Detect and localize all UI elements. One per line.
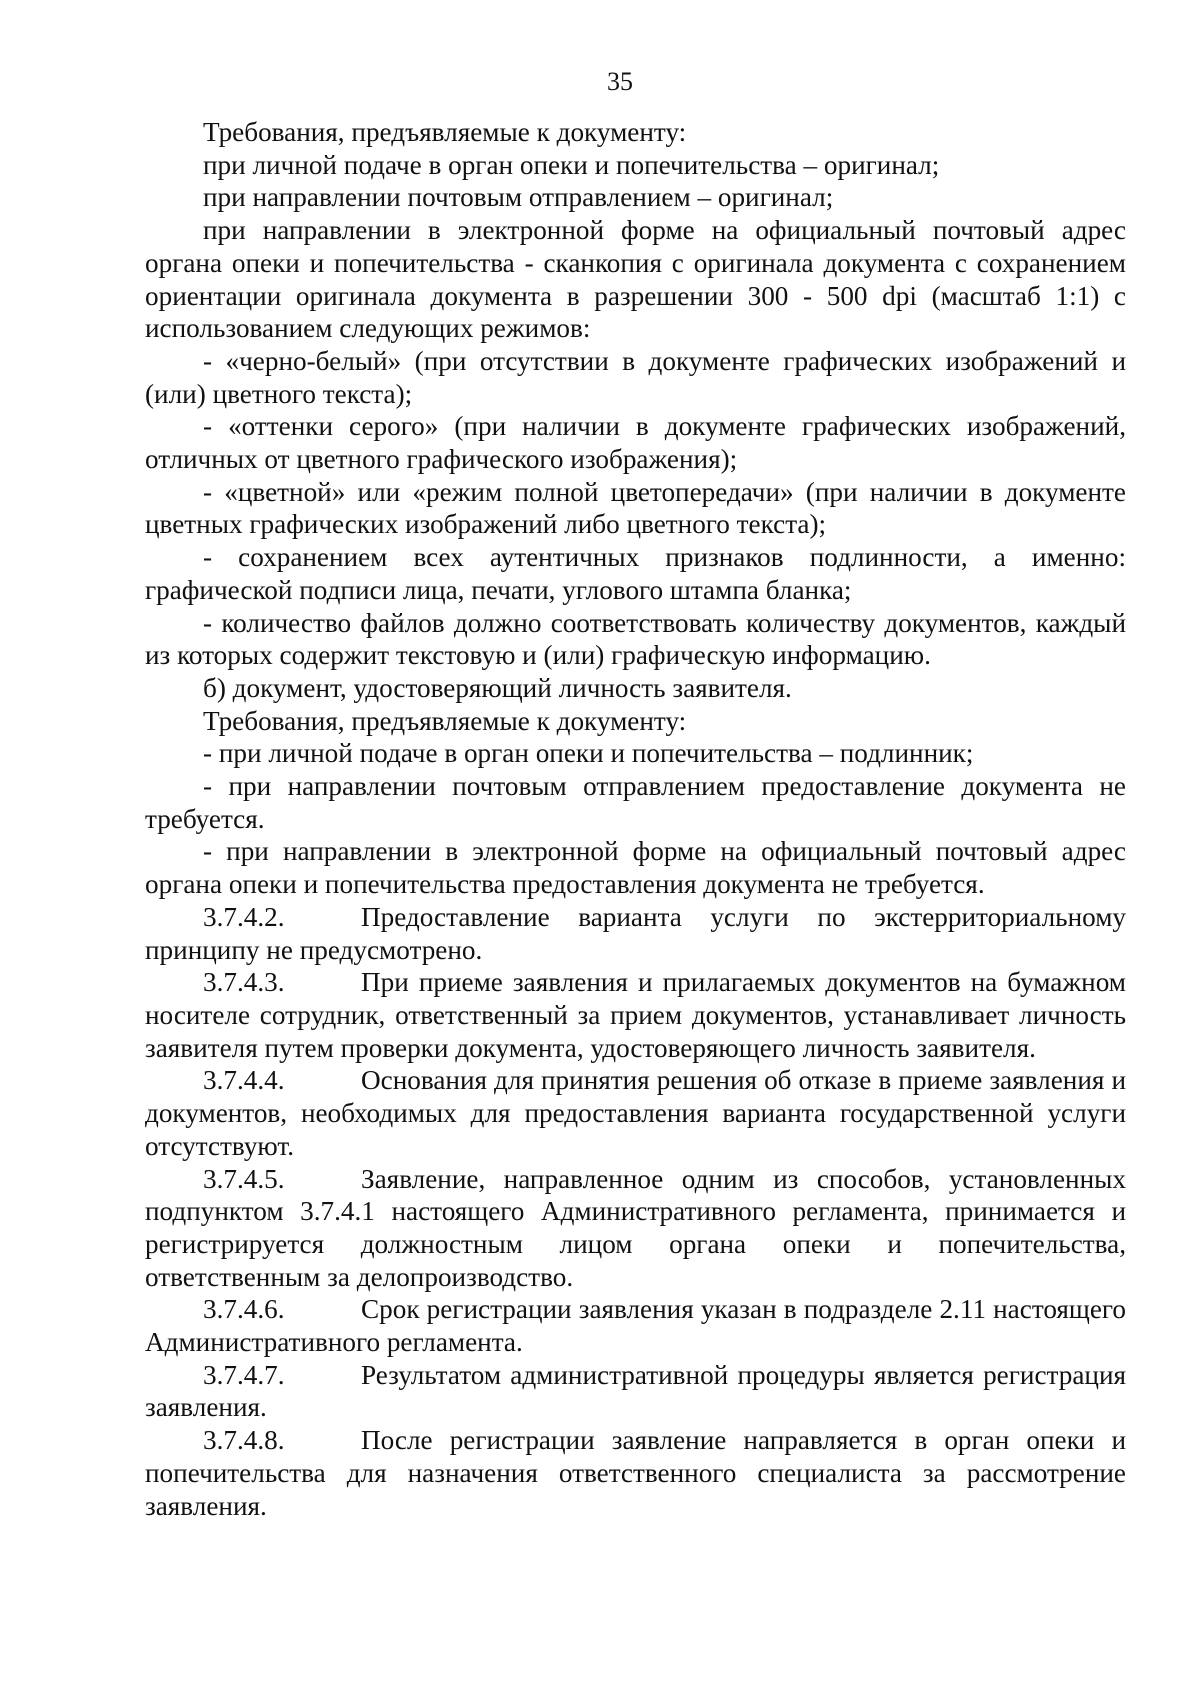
clause-number: 3.7.4.3. [203,967,285,998]
identity-in-person: - при личной подаче в орган опеки и попечительства – подлинник; [203,738,974,769]
clause-text: Результатом административной процедуры является регистрация заявления. [145,1359,1126,1423]
clause-3-7-4-6 [145,1293,1126,1358]
scan-mode-grayscale: - «оттенки серого» (при наличии в документе графических изображений, отличных от цветного графического изображения); [145,411,1126,475]
requirement-electronic: при направлении в электронной форме на официальный почтовый адрес органа опеки и попечительства - сканкопия с оригинала документа с сохранением ориентации оригинала документа в разрешении 300 - 500 dpi (масштаб 1:1) с использованием следующих режимов: [145,215,1126,344]
requirement-in-person: при личной подаче в орган опеки и попечительства – оригинал; [203,149,940,180]
identity-document-item: б) документ, удостоверяющий личность заявителя. [203,672,792,703]
identity-electronic: - при направлении в электронной форме на официальный почтовый адрес органа опеки и попечительства предоставления документа не требуется. [145,836,1126,900]
clause-3-7-4-2 [145,901,1126,966]
clause-number: 3.7.4.4. [203,1065,285,1096]
clause-3-7-4-7 [145,1359,1126,1424]
requirements-heading: Требования, предъявляемые к документу: [203,117,687,147]
scan-mode-color: - «цветной» или «режим полной цветопередачи» (при наличии в документе цветных графических изображений либо цветного текста); [145,476,1126,540]
scan-mode-bw: - «черно-белый» (при отсутствии в документе графических изображений и (или) цветного текста); [145,345,1126,409]
clause-text: Заявление, направленное одним из способов, установленных подпунктом 3.7.4.1 настоящего Административного регламента, принимается и регистрируется должностным лицом органа опеки и попечительства, ответственным за делопроизводство. [145,1163,1126,1292]
clause-text: Предоставление варианта услуги по экстерриториальному принципу не предусмотрено. [145,901,1126,965]
clause-3-7-4-8 [145,1424,1126,1522]
clause-text: Срок регистрации заявления указан в подразделе 2.11 настоящего Административного регламента. [145,1294,1126,1358]
clause-text: После регистрации заявление направляется в орган опеки и попечительства для назначения ответственного специалиста за рассмотрение заявления. [145,1425,1126,1521]
clause-3-7-4-4 [145,1064,1126,1162]
clause-3-7-4-5 [145,1163,1126,1294]
clause-number: 3.7.4.2. [203,901,285,932]
document-body [145,116,1126,1522]
clause-number: 3.7.4.7. [203,1359,285,1390]
clause-3-7-4-3 [145,966,1126,1064]
clause-text: Основания для принятия решения об отказе в приеме заявления и документов, необходимых для предоставления варианта государственной услуги отсутствуют. [145,1065,1126,1161]
page-number: 35 [607,67,633,96]
requirement-by-post: при направлении почтовым отправлением – оригинал; [203,182,834,213]
clause-number: 3.7.4.8. [203,1425,285,1456]
clause-text: При приеме заявления и прилагаемых документов на бумажном носителе сотрудник, ответственный за прием документов, устанавливает личность заявителя путем проверки документа, удостоверяющего личность заявителя. [145,967,1126,1063]
scan-authenticity: - сохранением всех аутентичных признаков подлинности, а именно: графической подписи лица, печати, углового штампа бланка; [145,542,1126,605]
clause-number: 3.7.4.5. [203,1163,285,1194]
identity-by-post: - при направлении почтовым отправлением предоставление документа не требуется. [145,771,1126,834]
scan-file-count: - количество файлов должно соответствовать количеству документов, каждый из которых содержит текстовую и (или) графическую информацию. [145,607,1126,671]
clause-number: 3.7.4.6. [203,1294,285,1325]
requirements-heading-2: Требования, предъявляемые к документу: [203,705,687,736]
